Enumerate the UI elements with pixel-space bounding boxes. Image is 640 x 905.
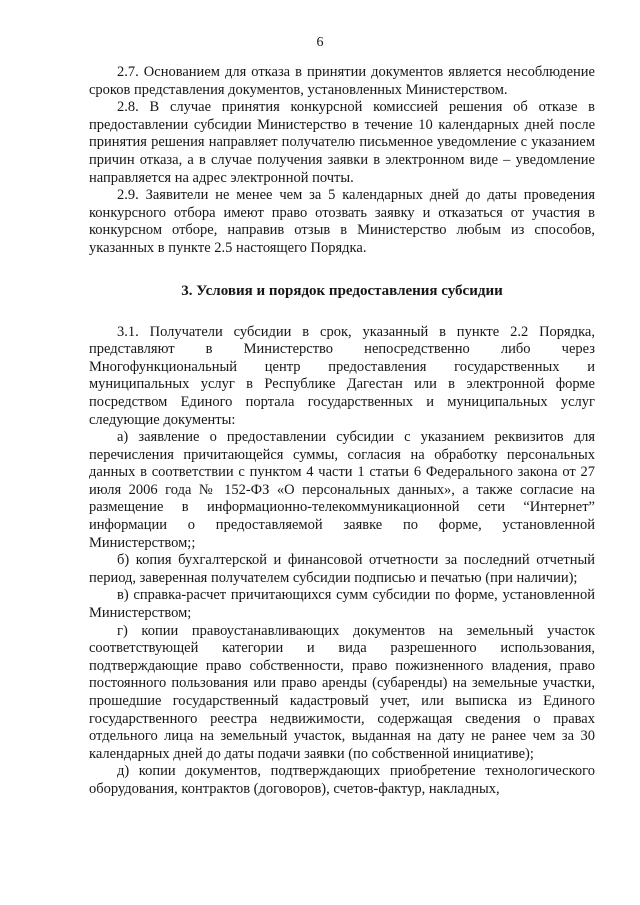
list-item-a: а) заявление о предоставлении субсидии с указанием реквизитов для перечисления причитающейся суммы, согласия на обработку персональных данных в соответствии с пунктом 4 части 1 статьи 6 Федерального закона от 27 июля 2006 года № 152-ФЗ «О персональных данных», а также согласие на размещение в информационно-телекоммуникационной сети “Интернет” информации о предоставляемой заявке по форме, установленной Министерством;; bbox=[89, 429, 595, 551]
paragraph-2-7: 2.7. Основанием для отказа в принятии документов является несоблюдение сроков представления документов, установленных Министерством. bbox=[89, 64, 595, 98]
list-item-d: д) копии документов, подтверждающих приобретение технологического оборудования, контрактов (договоров), счетов-фактур, накладных, bbox=[89, 763, 595, 797]
paragraph-2-9: 2.9. Заявители не менее чем за 5 календарных дней до даты проведения конкурсного отбора имеют право отозвать заявку и отказаться от участия в конкурсном отборе, направив отзыв в Министерство любым из способов, указанных в пункте 2.5 настоящего Порядка. bbox=[89, 187, 595, 256]
page-number: 6 bbox=[316, 35, 324, 50]
list-item-v: в) справка-расчет причитающихся сумм субсидии по форме, установленной Министерством; bbox=[89, 587, 595, 622]
document-body bbox=[89, 64, 595, 799]
list-item-g: г) копии правоустанавливающих документов на земельный участок соответствующей категории и вида разрешенного использования, подтверждающие право собственности, право пожизненного владения, право постоянного пользования или право аренды (субаренды) на земельные участки, прошедшие государственный кадастровый учет, или выписка из Единого государственного реестра недвижимости, содержащая сведения о правах отдельного лица на земельный участок, выданная на дату не ранее чем за 30 календарных дней до даты подачи заявки (по собственной инициативе); bbox=[89, 622, 595, 762]
section-heading: 3. Условия и порядок предоставления субсидии bbox=[181, 282, 503, 299]
list-item-b: б) копия бухгалтерской и финансовой отчетности за последний отчетный период, заверенная получателем субсидии подписью и печатью (при наличии); bbox=[89, 552, 595, 586]
paragraph-3-1: 3.1. Получатели субсидии в срок, указанный в пункте 2.2 Порядка, представляют в Министерство непосредственно либо через Многофункциональный центр предоставления государственных и муниципальных услуг в Республике Дагестан или в электронной форме посредством Единого портала государственных и муниципальных услуг следующие документы: bbox=[89, 323, 595, 428]
paragraph-2-8: 2.8. В случае принятия конкурсной комиссией решения об отказе в предоставлении субсидии Министерство в течение 10 календарных дней после принятия решения направляет получателю письменное уведомление с указанием причин отказа, а в случае получения заявки в электронном виде – уведомление направляется на адрес электронной почты. bbox=[89, 99, 595, 186]
